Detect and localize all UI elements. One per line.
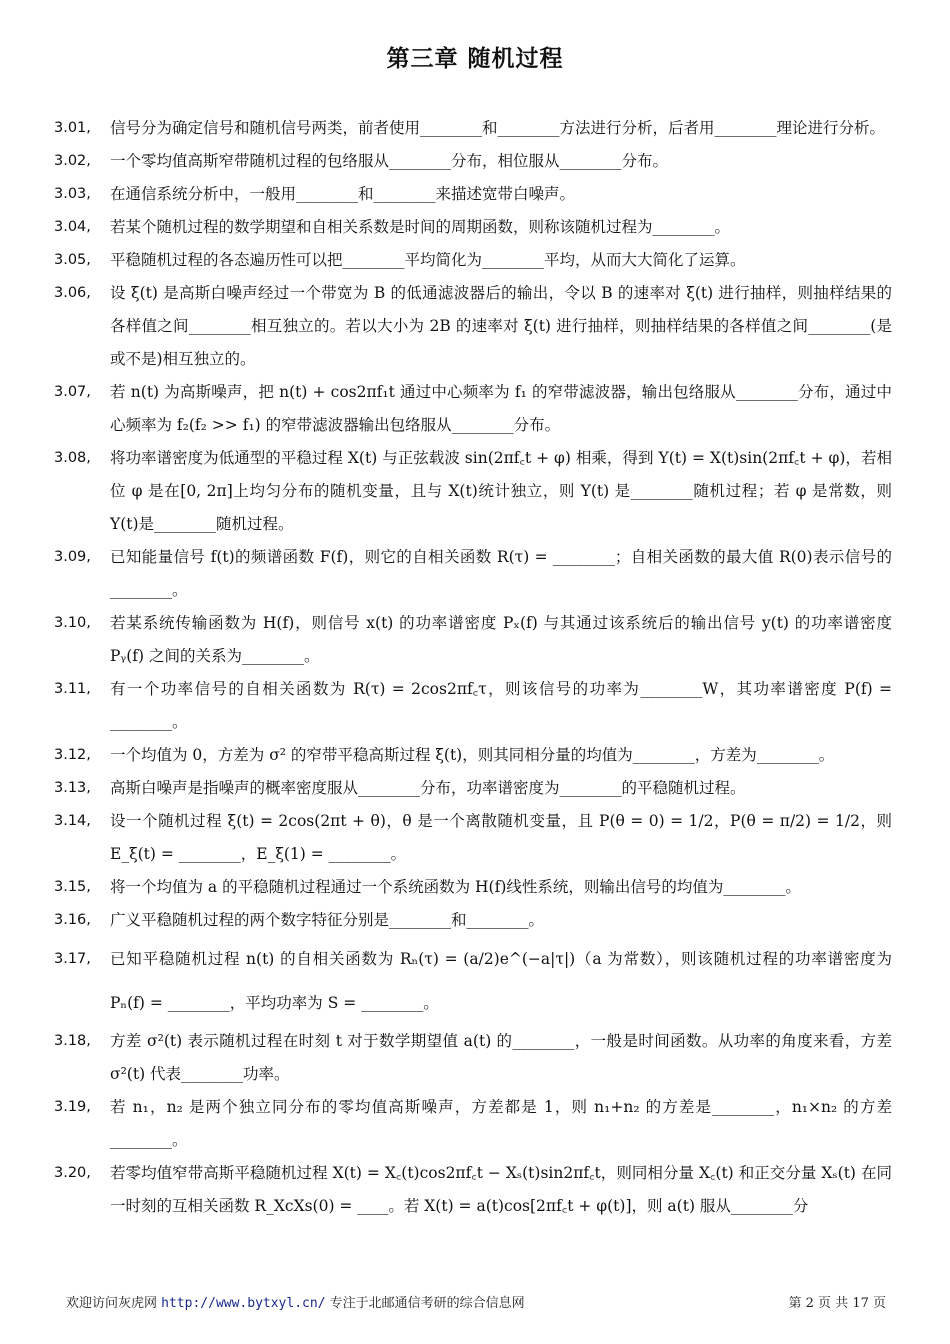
question-number: 3.10, — [54, 615, 91, 631]
question-text: 在通信系统分析中，一般用________和________来描述宽带白噪声。 — [110, 185, 576, 203]
question-item — [0, 145, 950, 178]
question-item — [0, 376, 950, 442]
question-item — [0, 904, 950, 937]
question-number: 3.14, — [54, 813, 91, 829]
question-item — [0, 1091, 950, 1157]
question-text: 若某系统传输函数为 H(f)，则信号 x(t) 的功率谱密度 Pₓ(f) 与其通过该系统后的输出信号 y(t) 的功率谱密度 Pᵧ(f) 之间的关系为________。 — [110, 614, 892, 665]
question-item — [0, 1025, 950, 1091]
footer-welcome: 欢迎访问灰虎网 — [66, 1296, 158, 1311]
question-text: 信号分为确定信号和随机信号两类，前者使用________和________方法进行分析，后者用________理论进行分析。 — [110, 119, 886, 137]
question-text: 若 n(t) 为高斯噪声，把 n(t) + cos2πf₁t 通过中心频率为 f₁ 的窄带滤波器，输出包络服从________分布，通过中心频率为 f₂(f₂ >> f₁) 的窄带滤波器输出包络服从________分布。 — [110, 383, 892, 434]
question-number: 3.06, — [54, 285, 91, 301]
question-item — [0, 442, 950, 541]
footer-tagline: 专注于北邮通信考研的综合信息网 — [329, 1296, 525, 1311]
question-text: 若零均值窄带高斯平稳随机过程 X(t) = X꜀(t)cos2πf꜀t − Xₛ(t)sin2πf꜀t，则同相分量 X꜀(t) 和正交分量 Xₛ(t) 在同一时刻的互相关函数 R_XcXs(0) = ____。若 X(t) = a(t)cos[2πf꜀t + φ(t)]，则 a(t) 服从________分 — [110, 1164, 892, 1215]
question-number: 3.01, — [54, 120, 91, 136]
question-item — [0, 541, 950, 607]
question-item — [0, 772, 950, 805]
question-text: 设 ξ(t) 是高斯白噪声经过一个带宽为 B 的低通滤波器后的输出，令以 B 的速率对 ξ(t) 进行抽样，则抽样结果的各样值之间________相互独立的。若以大小为 2B 的速率对 ξ(t) 进行抽样，则抽样结果的各样值之间________(是或不是)相互独立的。 — [110, 284, 892, 368]
question-text: 广义平稳随机过程的两个数字特征分别是________和________。 — [110, 911, 545, 929]
question-text: 平稳随机过程的各态遍历性可以把________平均简化为________平均，从而大大简化了运算。 — [110, 251, 746, 269]
question-text: 若 n₁，n₂ 是两个独立同分布的零均值高斯噪声，方差都是 1，则 n₁+n₂ 的方差是________，n₁×n₂ 的方差________。 — [110, 1098, 892, 1149]
question-item — [0, 607, 950, 673]
question-text: 将功率谱密度为低通型的平稳过程 X(t) 与正弦载波 sin(2πf꜀t + φ) 相乘，得到 Y(t) = X(t)sin(2πf꜀t + φ)，若相位 φ 是在[0, 2π]上均匀分布的随机变量，且与 X(t)统计独立，则 Y(t) 是________随机过程；若 φ 是常数，则 Y(t)是________随机过程。 — [110, 449, 892, 533]
question-number: 3.12, — [54, 747, 91, 763]
question-item — [0, 739, 950, 772]
question-item — [0, 805, 950, 871]
question-number: 3.16, — [54, 912, 91, 928]
question-text: 已知平稳随机过程 n(t) 的自相关函数为 Rₙ(τ) = (a/2)e^(−a|τ|)（a 为常数），则该随机过程的功率谱密度为 Pₙ(f) = ________，平均功率为 S = ________。 — [110, 950, 892, 1012]
question-item — [0, 112, 950, 145]
question-text: 已知能量信号 f(t)的频谱函数 F(f)，则它的自相关函数 R(τ) = ________；自相关函数的最大值 R(0)表示信号的________。 — [110, 548, 892, 599]
question-number: 3.03, — [54, 186, 91, 202]
question-list — [0, 112, 950, 1223]
question-number: 3.05, — [54, 252, 91, 268]
question-text: 有一个功率信号的自相关函数为 R(τ) = 2cos2πf꜀τ，则该信号的功率为________W，其功率谱密度 P(f) = ________。 — [110, 680, 892, 731]
question-number: 3.07, — [54, 384, 91, 400]
question-text: 将一个均值为 a 的平稳随机过程通过一个系统函数为 H(f)线性系统，则输出信号的均值为________。 — [110, 878, 801, 896]
question-number: 3.18, — [54, 1033, 91, 1049]
footer-left — [66, 1292, 525, 1311]
question-number: 3.13, — [54, 780, 91, 796]
question-text: 一个零均值高斯窄带随机过程的包络服从________分布，相位服从________分布。 — [110, 152, 669, 170]
question-number: 3.04, — [54, 219, 91, 235]
question-item — [0, 244, 950, 277]
question-text: 一个均值为 0，方差为 σ² 的窄带平稳高斯过程 ξ(t)，则其同相分量的均值为________，方差为________。 — [110, 746, 835, 764]
question-item — [0, 1157, 950, 1223]
question-item — [0, 211, 950, 244]
question-number: 3.02, — [54, 153, 91, 169]
footer-url-link[interactable]: http://www.bytxyl.cn/ — [161, 1296, 326, 1311]
question-item — [0, 277, 950, 376]
question-number: 3.08, — [54, 450, 91, 466]
page-title: 第三章 随机过程 — [386, 46, 564, 72]
question-text: 方差 σ²(t) 表示随机过程在时刻 t 对于数学期望值 a(t) 的________，一般是时间函数。从功率的角度来看，方差 σ²(t) 代表________功率。 — [110, 1032, 892, 1083]
question-number: 3.19, — [54, 1099, 91, 1115]
question-number: 3.20, — [54, 1165, 91, 1181]
question-number: 3.11, — [54, 681, 91, 697]
question-text: 高斯白噪声是指噪声的概率密度服从________分布，功率谱密度为________的平稳随机过程。 — [110, 779, 746, 797]
question-number: 3.09, — [54, 549, 91, 565]
question-text: 若某个随机过程的数学期望和自相关系数是时间的周期函数，则称该随机过程为________。 — [110, 218, 731, 236]
question-text: 设一个随机过程 ξ(t) = 2cos(2πt + θ)，θ 是一个离散随机变量，且 P(θ = 0) = 1/2，P(θ = π/2) = 1/2，则 E_ξ(t) = ________，E_ξ(1) = ________。 — [110, 812, 892, 863]
question-item — [0, 178, 950, 211]
question-item — [0, 937, 950, 1025]
question-number: 3.15, — [54, 879, 91, 895]
question-number: 3.17, — [54, 951, 91, 967]
page-number: 第 2 页 共 17 页 — [788, 1296, 886, 1311]
question-item — [0, 673, 950, 739]
question-item — [0, 871, 950, 904]
